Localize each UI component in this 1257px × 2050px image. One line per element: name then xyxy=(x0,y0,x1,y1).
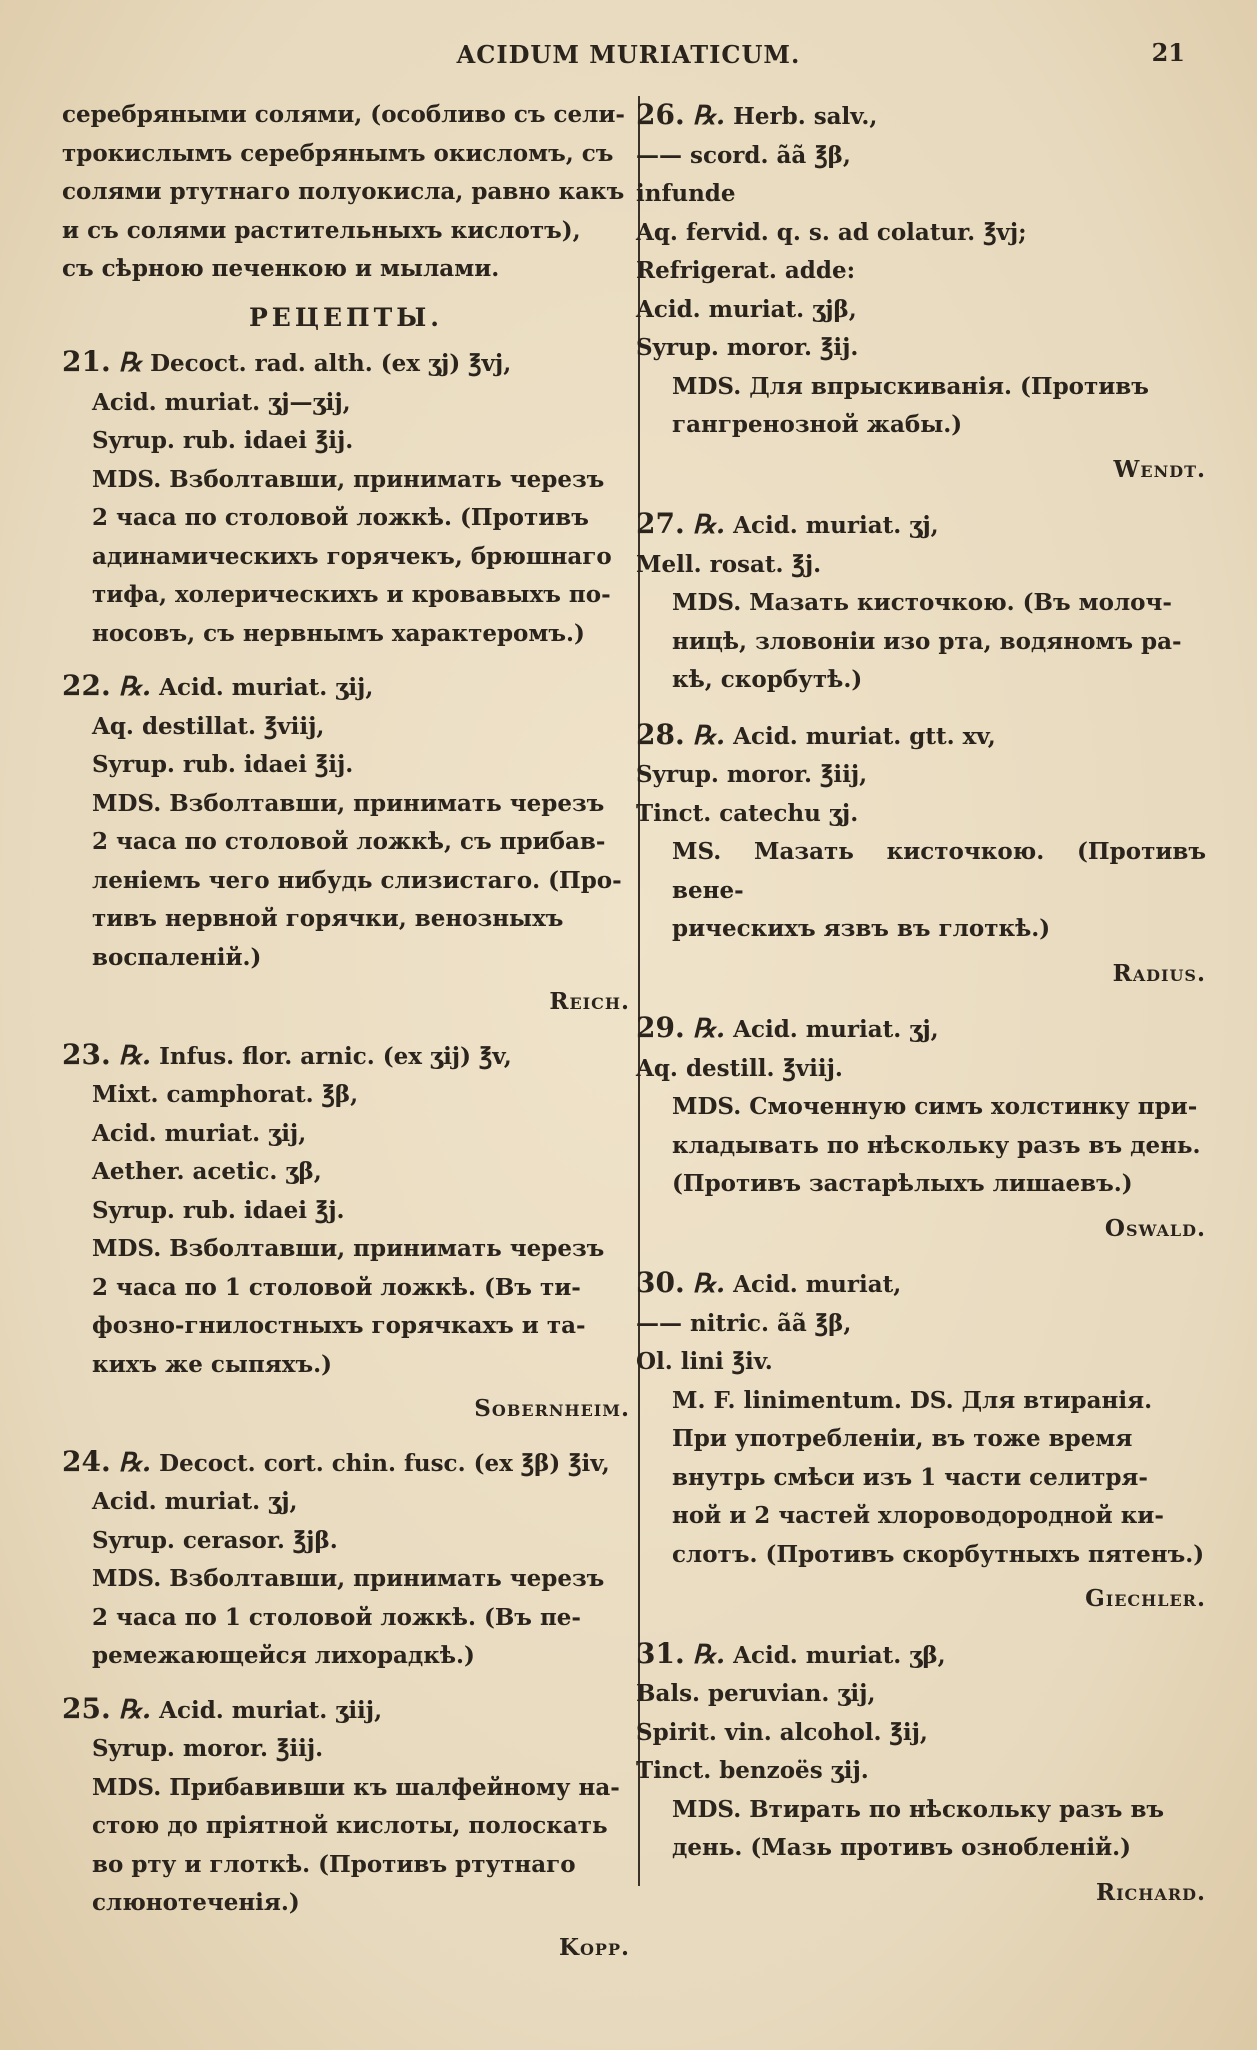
ingredient: Acid. muriat. ʒj, xyxy=(733,512,939,539)
instruction-line: ремежающейся лихорадкѣ.) xyxy=(92,1642,475,1669)
recipe-number: 27. xyxy=(636,507,685,540)
ingredient-line: Aq. destillat. ℥viij, xyxy=(92,712,325,740)
text-line: серебряными солями, (особливо съ сели- xyxy=(62,101,625,128)
instruction-line: адинамическихъ горячекъ, брюшнаго xyxy=(92,542,612,570)
recipe xyxy=(62,1443,630,1676)
instruction-line: MDS. Смоченную симъ холстинку при- xyxy=(672,1093,1198,1120)
instruction-line: 2 часа по столовой ложкѣ. (Противъ xyxy=(92,504,589,531)
ingredient-line: Acid. muriat. ʒj—ʒij, xyxy=(92,388,351,416)
recipe-number: 21. xyxy=(62,345,111,378)
author-name: Richard. xyxy=(1095,1878,1206,1906)
instruction-line: MS. Мазать кисточкою. (Противъ вене- xyxy=(672,838,1206,904)
instruction-line: MDS. Взболтавши, принимать черезъ xyxy=(92,1565,605,1592)
recipe xyxy=(636,716,1206,994)
instruction-line: ницѣ, зловоніи изо рта, водяномъ ра- xyxy=(672,627,1182,655)
instruction-line: MDS. Взболтавши, принимать черезъ xyxy=(92,789,605,817)
section-heading: РЕЦЕПТЫ. xyxy=(248,302,444,332)
recipe-number: 31. xyxy=(636,1636,685,1670)
instruction-line: кѣ, скорбутѣ.) xyxy=(672,666,863,693)
running-header xyxy=(0,36,1257,76)
author-name: Reich. xyxy=(549,988,630,1015)
recipe-number: 22. xyxy=(62,669,111,702)
intro-paragraph xyxy=(62,96,630,289)
instruction-line: ной и 2 частей хлороводородной ки- xyxy=(672,1502,1164,1529)
instruction-line: кладывать по нѣскольку разъ въ день. xyxy=(672,1131,1201,1159)
recipe-number: 23. xyxy=(62,1037,111,1071)
recipe-first-line xyxy=(62,343,630,384)
instruction-line: рическихъ язвъ въ глоткѣ.) xyxy=(672,915,1051,942)
recipe xyxy=(636,1264,1206,1619)
instruction-line: день. (Мазь противъ ознобленій.) xyxy=(672,1834,1132,1861)
ingredient-line: infunde xyxy=(636,180,736,207)
ingredient-line: Syrup. moror. ℥iij, xyxy=(636,761,868,788)
ingredient-line: Ol. lini ℥iv. xyxy=(636,1348,773,1375)
instruction-line: 2 часа по 1 столовой ложкѣ. (Въ пе- xyxy=(92,1603,581,1631)
recipe-symbol: ℞. xyxy=(118,1040,152,1071)
instruction-line: При употребленіи, въ тоже время xyxy=(672,1425,1133,1452)
recipe xyxy=(62,1036,630,1429)
instruction-line: фозно-гнилостныхъ горячкахъ и та- xyxy=(92,1312,586,1339)
recipe-first-line xyxy=(62,1443,630,1484)
instruction-line: внутрь смѣси изъ 1 части селитря- xyxy=(672,1463,1148,1491)
page-number: 21 xyxy=(1151,38,1185,67)
page-title: ACIDUM MURIATICUM. xyxy=(456,40,801,69)
instruction-line: MDS. Прибавивши къ шалфейному на- xyxy=(92,1773,620,1801)
ingredient-line: Syrup. moror. ℥iij. xyxy=(92,1735,324,1762)
ingredient: Herb. salv., xyxy=(733,103,878,130)
instruction-line: слотъ. (Противъ скорбутныхъ пятенъ.) xyxy=(672,1540,1205,1568)
recipe xyxy=(636,96,1206,489)
ingredient-line: Tinct. catechu ʒj. xyxy=(636,799,859,827)
recipe-symbol: ℞. xyxy=(692,1014,726,1044)
ingredient-line: Aq. fervid. q. s. ad colatur. ℥vj; xyxy=(636,218,1027,246)
recipe-list-right xyxy=(636,96,1206,1912)
ingredient-line: Syrup. rub. idaei ℥ij. xyxy=(92,751,354,778)
ingredient: Acid. muriat, xyxy=(733,1271,902,1298)
instruction-line: воспаленій.) xyxy=(92,943,262,971)
instruction-line: во рту и глоткѣ. (Противъ ртутнаго xyxy=(92,1850,576,1878)
ingredient-line: Mell. rosat. ℥j. xyxy=(636,550,822,578)
instruction-line: MDS. Взболтавши, принимать черезъ xyxy=(92,1235,605,1262)
recipe-symbol: ℞. xyxy=(692,720,726,751)
instruction-line: тивъ нервной горячки, венозныхъ xyxy=(92,905,564,932)
author-name: Sobernheim. xyxy=(474,1395,630,1422)
text-line: солями ртутнаго полуокисла, равно какъ xyxy=(62,178,625,205)
author-name: Radius. xyxy=(1112,959,1206,987)
recipe xyxy=(62,667,630,1022)
left-column xyxy=(62,96,630,1981)
ingredient: Acid. muriat. ʒij, xyxy=(159,674,374,701)
instruction-line: кихъ же сыпяхъ.) xyxy=(92,1350,333,1378)
ingredient: Infus. flor. arnic. (ex ʒij) ℥v, xyxy=(159,1042,512,1070)
author-name: Oswald. xyxy=(1104,1214,1206,1242)
recipe-first-line xyxy=(62,1690,630,1731)
ingredient-line: Spirit. vin. alcohol. ℥ij, xyxy=(636,1718,928,1746)
ingredient-line: —— nitric. ãã ℥β, xyxy=(636,1309,852,1337)
recipe xyxy=(62,343,630,653)
ingredient-line: Syrup. moror. ℥ij. xyxy=(636,334,859,361)
instruction-line: 2 часа по столовой ложкѣ, съ прибав- xyxy=(92,828,606,855)
instruction-line: MDS. Для впрыскиванія. (Противъ xyxy=(672,372,1149,400)
ingredient: Acid. muriat. ʒβ, xyxy=(733,1641,946,1669)
recipe-number: 26. xyxy=(636,98,685,131)
ingredient-line: Aq. destill. ℥viij. xyxy=(636,1054,843,1082)
author-name: Kopp. xyxy=(559,1933,630,1961)
ingredient: Decoct. rad. alth. (ex ʒj) ℥vj, xyxy=(150,350,512,377)
author-name: Giechler. xyxy=(1085,1585,1206,1612)
recipe-list-left xyxy=(62,343,630,1967)
ingredient: Decoct. cort. chin. fusc. (ex ℥β) ℥iv, xyxy=(159,1449,610,1477)
ingredient-line: —— scord. ãã ℥β, xyxy=(636,141,851,169)
ingredient-line: Syrup. rub. idaei ℥j. xyxy=(92,1196,345,1224)
ingredient-line: Refrigerat. adde: xyxy=(636,257,856,284)
ingredient-line: Acid. muriat. ʒj, xyxy=(92,1488,298,1515)
ingredient-line: Bals. peruvian. ʒij, xyxy=(636,1680,876,1707)
recipe-first-line xyxy=(62,667,630,708)
instruction-line: MDS. Мазать кисточкою. (Въ молоч- xyxy=(672,589,1172,616)
recipe-first-line xyxy=(62,1036,630,1077)
recipe-symbol: ℞. xyxy=(118,1447,152,1478)
recipe-first-line xyxy=(636,1009,1206,1050)
recipe xyxy=(636,1635,1206,1913)
recipe-first-line xyxy=(636,716,1206,757)
recipe-symbol: ℞. xyxy=(692,1269,726,1299)
instruction-line: носовъ, съ нервнымъ характеромъ.) xyxy=(92,619,585,647)
recipe-number: 29. xyxy=(636,1011,685,1044)
recipe-number: 25. xyxy=(62,1691,111,1725)
instruction-line: слюнотеченія.) xyxy=(92,1889,300,1916)
recipe-number: 28. xyxy=(636,717,685,751)
recipe-first-line xyxy=(636,96,1206,137)
text-line: съ сѣрною печенкою и мылами. xyxy=(62,255,500,282)
recipe-first-line xyxy=(636,505,1206,546)
ingredient-line: Aether. acetic. ʒβ, xyxy=(92,1158,322,1185)
recipe xyxy=(636,1009,1206,1248)
instruction-line: (Противъ застарѣлыхъ лишаевъ.) xyxy=(672,1170,1133,1197)
instruction-line: гангренозной жабы.) xyxy=(672,411,963,438)
recipe-symbol: ℞ xyxy=(118,348,143,378)
text-line: и съ солями растительныхъ кислотъ), xyxy=(62,216,581,244)
recipe-first-line xyxy=(636,1264,1206,1305)
ingredient: Acid. muriat. ʒiij, xyxy=(159,1696,383,1724)
instruction-line: M. F. linimentum. DS. Для втиранія. xyxy=(672,1386,1153,1414)
recipe-first-line xyxy=(636,1635,1206,1676)
recipe xyxy=(62,1690,630,1968)
ingredient-line: Acid. muriat. ʒjβ, xyxy=(636,295,857,323)
recipe-number: 24. xyxy=(62,1444,111,1478)
right-column xyxy=(636,96,1206,1928)
instruction-line: 2 часа по 1 столовой ложкѣ. (Въ ти- xyxy=(92,1273,581,1301)
recipe-symbol: ℞. xyxy=(692,101,726,131)
recipe-symbol: ℞. xyxy=(692,1639,726,1670)
ingredient: Acid. muriat. gtt. xv, xyxy=(733,722,996,750)
recipe-symbol: ℞. xyxy=(118,1694,152,1725)
instruction-line: тифа, холерическихъ и кровавыхъ по- xyxy=(92,581,611,608)
text-line: трокислымъ серебрянымъ окисломъ, съ xyxy=(62,139,614,167)
ingredient-line: Syrup. cerasor. ℥jβ. xyxy=(92,1526,338,1554)
ingredient-line: Acid. muriat. ʒij, xyxy=(92,1119,307,1147)
ingredient-line: Syrup. rub. idaei ℥ij. xyxy=(92,427,354,454)
ingredient: Acid. muriat. ʒj, xyxy=(733,1016,939,1043)
recipe-symbol: ℞. xyxy=(692,510,726,540)
ingredient-line: Tinct. benzoës ʒij. xyxy=(636,1757,869,1784)
author-name: Wendt. xyxy=(1113,455,1206,483)
recipe-number: 30. xyxy=(636,1266,685,1299)
recipe xyxy=(636,505,1206,700)
instruction-line: стою до пріятной кислоты, полоскать xyxy=(92,1812,608,1839)
ingredient-line: Mixt. camphorat. ℥β, xyxy=(92,1081,359,1108)
instruction-line: леніемъ чего нибудь слизистаго. (Про- xyxy=(92,866,622,894)
recipe-symbol: ℞. xyxy=(118,672,152,702)
instruction-line: MDS. Взболтавши, принимать черезъ xyxy=(92,465,605,493)
instruction-line: MDS. Втирать по нѣскольку разъ въ xyxy=(672,1795,1165,1823)
